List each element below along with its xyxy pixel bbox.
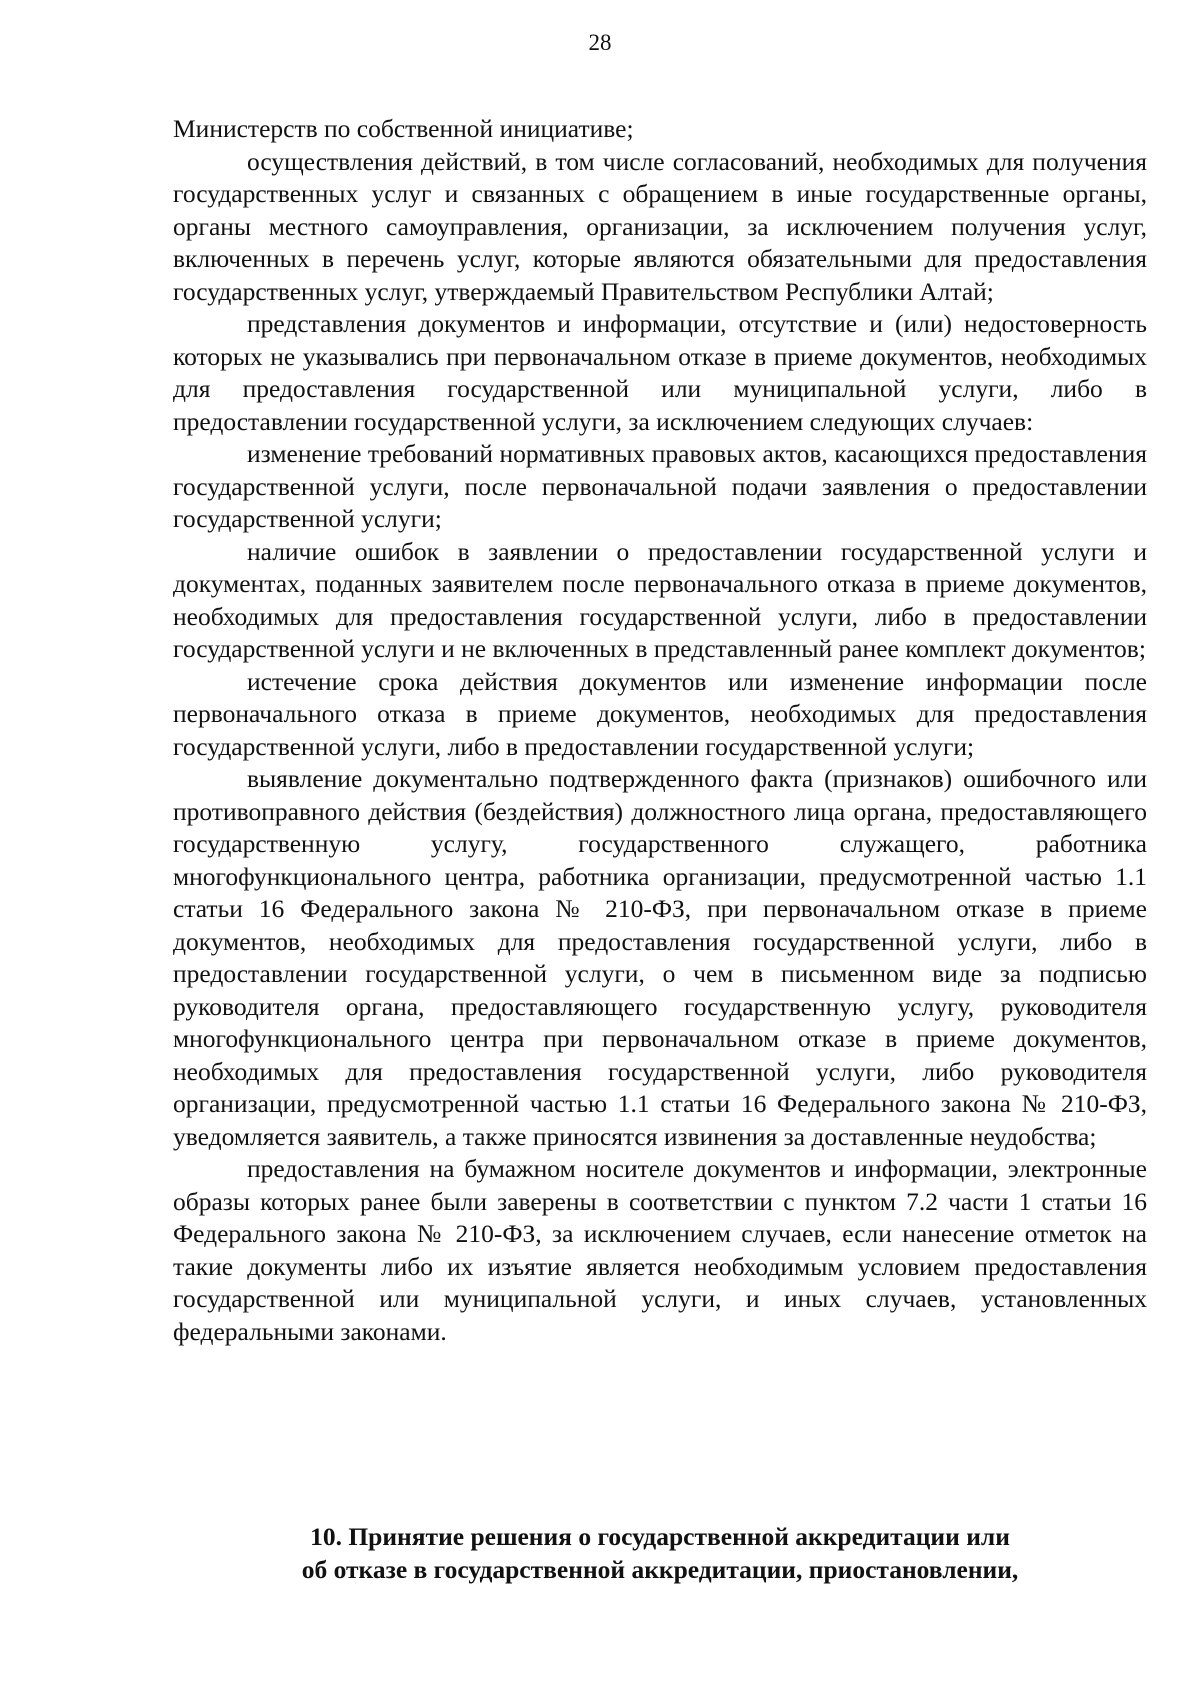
paragraph-errors: наличие ошибок в заявлении о предоставлении государственной услуги и документах, поданных заявителем после первоначального отказа в приеме документов, необходимых для предоставления государственной услуги, либо в предоставлении государственной услуги и не включенных в представленный ранее комплект документов;	[173, 536, 1147, 663]
section-heading-line-1: 10. Принятие решения о государственной аккредитации или	[310, 1522, 1010, 1551]
section-heading	[173, 1520, 1147, 1586]
paragraph-continuation: Министерств по собственной инициативе;	[173, 114, 634, 143]
paragraph-paper-documents: предоставления на бумажном носителе документов и информации, электронные образы которых ранее были заверены в соответствии с пунктом 7.2 части 1 статьи 16 Федерального закона № 210-ФЗ, за исключением случаев, если нанесение отметок на такие документы либо их изъятие является необходимым условием предоставления государственной или муниципальной услуги, и иных случаев, установленных федеральными законами.	[173, 1154, 1147, 1346]
paragraph-expiry: истечение срока действия документов или изменение информации после первоначального отказа в приеме документов, необходимых для предоставления государственной услуги, либо в предоставлении государственной услуги;	[173, 666, 1147, 761]
paragraph-misconduct: выявление документально подтвержденного факта (признаков) ошибочного или противоправного действия (бездействия) должностного лица органа, предоставляющего государственную услугу, государственного служащего, работника многофункционального центра, работника организации, предусмотренной частью 1.1 статьи 16 Федерального закона № 210-ФЗ, при первоначальном отказе в приеме документов, необходимых для предоставления государственной услуги, либо в предоставлении государственной услуги, о чем в письменном виде за подписью руководителя органа, предоставляющего государственную услугу, руководителя многофункционального центра при первоначальном отказе в приеме документов, необходимых для предоставления государственной услуги, либо руководителя организации, предусмотренной частью 1.1 статьи 16 Федерального закона № 210-ФЗ, уведомляется заявитель, а также приносятся извинения за доставленные неудобства;	[173, 764, 1147, 1151]
page-number: 28	[588, 30, 612, 55]
paragraph-documents: представления документов и информации, отсутствие и (или) недостоверность которых не указывались при первоначальном отказе в приеме документов, необходимых для предоставления государственной или муниципальной услуги, либо в предоставлении государственной услуги, за исключением следующих случаев:	[173, 309, 1147, 436]
document-body	[173, 113, 1147, 1348]
paragraph-requirements-change: изменение требований нормативных правовых актов, касающихся предоставления государственной услуги, после первоначальной подачи заявления о предоставлении государственной услуги;	[173, 439, 1147, 533]
section-heading-line-2: об отказе в государственной аккредитации, приостановлении,	[301, 1555, 1019, 1584]
paragraph-actions: осуществления действий, в том числе согласований, необходимых для получения государственных услуг и связанных с обращением в иные государственные органы, органы местного самоуправления, организации, за исключением получения услуг, включенных в перечень услуг, которые являются обязательными для предоставления государственных услуг, утверждаемый Правительством Республики Алтай;	[173, 146, 1147, 306]
